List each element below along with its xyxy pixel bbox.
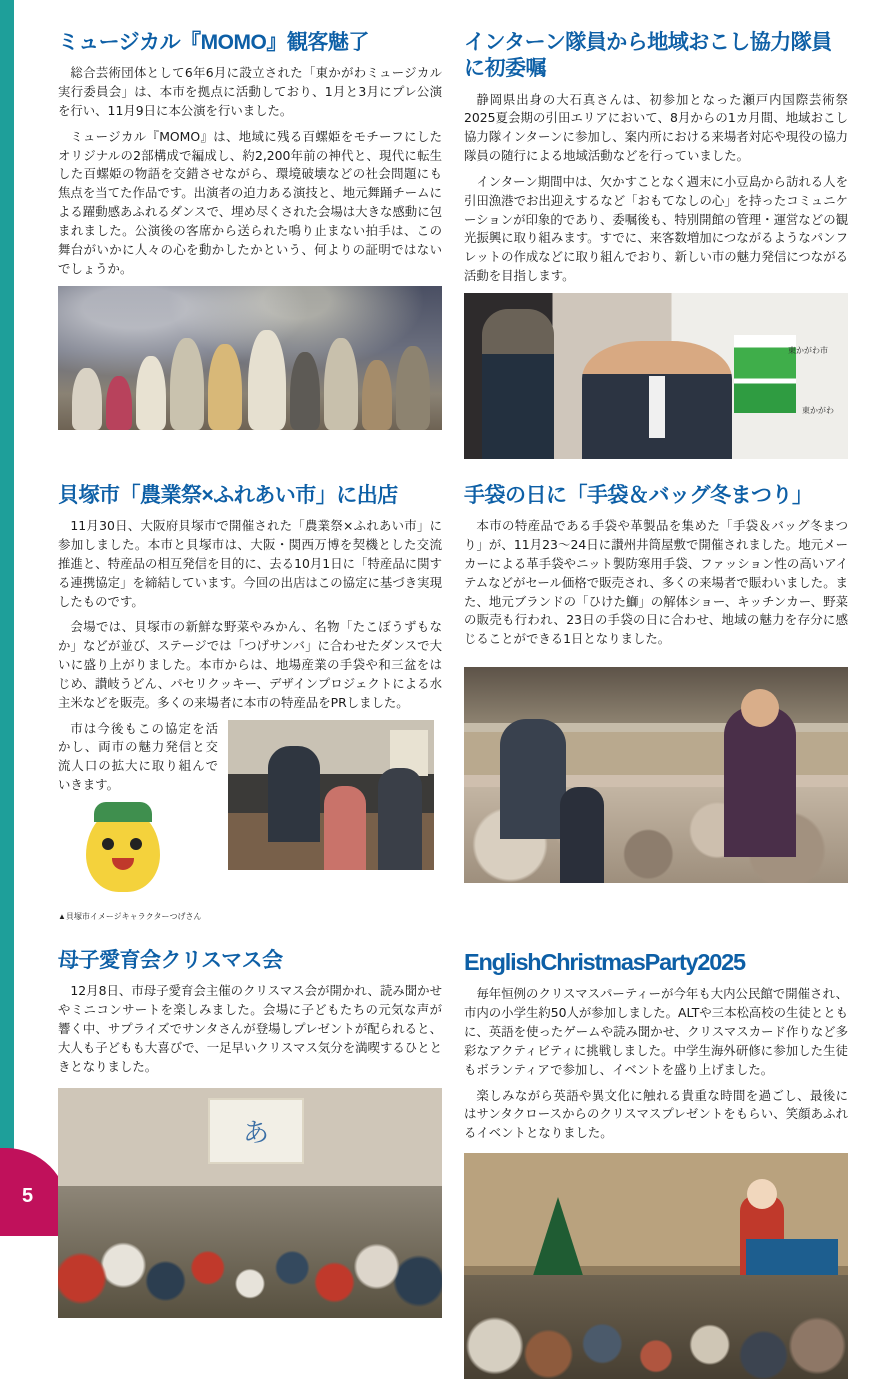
- intern-ceremony-photo: [464, 293, 848, 459]
- booth-person: [378, 768, 422, 870]
- city-logo-mark: [734, 335, 796, 413]
- mascot-hat: [94, 802, 152, 822]
- mascot-eye-right: [130, 838, 142, 850]
- article-paragraph: 毎年恒例のクリスマスパーティーが今年も大内公民館で開催され、市内の小学生約50人が参加しました。ALTや三本松高校の生徒とともに、英語を使ったゲームや読み聞かせ、クリスマスカード作りなど多彩なアクティビティに挑戦しました。中学生海外研修に参加した生徒もボランティアで参加し、イベントを盛り上げました。: [464, 986, 848, 1077]
- article-paragraph: 楽しみながら英語や異文化に触れる貴重な時間を過ごし、最後にはサンタクロースからのクリスマスプレゼントをもらい、笑顔あふれるイベントとなりました。: [464, 1087, 848, 1141]
- article-paragraph: 本市の特産品である手袋や革製品を集めた「手袋＆バッグ冬まつり」が、11月23～24日に讃州井筒屋敷で開催されました。地元メーカーによる革手袋やニット製防寒用手袋、ファッション性の高いアイテムなどがセール価格で販売され、多くの来場者で賑わいました。また、地元ブランドの「ひけた鰤」の解体ショー、キッチンカー、野菜の販売も行われ、23日の手袋の日に合わせ、地域の魅力を存分に感じることができる1日となりました。: [464, 518, 848, 647]
- tsuge-san-mascot-icon: [86, 808, 160, 892]
- english-party-photo: [464, 1153, 848, 1379]
- kaizuka-text-and-mascot: [58, 720, 218, 922]
- hall-banner: [208, 1098, 304, 1164]
- article-paragraph: ミュージカル『MOMO』は、地域に残る百螺姫をモチーフにしたオリジナルの2部構成で編成し、約2,200年前の神代と、現代に転生した百螺姫の物語を交錯させながら、環境破壊などの社会問題にも焦点を当てた作品です。出演者の迫力ある演技と、地元舞踊チームによる躍動感あふれるダンスで、埋め尽くされた会場は大きな感動に包まれました。公演後の客席から送られた鳴り止まない拍手は、この舞台がいかに人々の心を動かしたかという、何よりの証明ではないでしょうか。: [58, 128, 442, 276]
- article-kaizuka: [58, 483, 442, 922]
- article-paragraph: 11月30日、大阪府貝塚市で開催された「農業祭×ふれあい市」に参加しました。本市と貝塚市は、大阪・関西万博を契機とした交流推進と、特産品の相互発信を目的に、去る10月1日に「特産品に関する連携協定」を締結しています。今回の出店はこの協定に基づき実現したものです。: [58, 518, 442, 609]
- children-crowd: [464, 1275, 848, 1379]
- intern-person-figure: [582, 341, 732, 459]
- group-crowd: [58, 1186, 442, 1318]
- article-row-1: [58, 30, 848, 459]
- market-roof: [464, 667, 848, 723]
- kaizuka-lower-block: [58, 720, 442, 922]
- article-paragraph: 会場では、貝塚市の新鮮な野菜やみかん、名物「たこぼうずもなか」などが並び、ステージでは「つげサンバ」に合わせたダンスで大いに盛り上がりました。本市からは、地場産業の手袋や和三盆をはじめ、讃岐うどん、パセリクッキー、デザインプロジェクトによる水主米などを販売。多くの来場者に本市の特産品をPRしました。: [58, 619, 442, 710]
- page-content: [58, 30, 848, 1385]
- mascot-caption: ▲貝塚市イメージキャラクターつげさん: [58, 912, 202, 921]
- city-logo-label: 東かがわ市: [788, 345, 828, 355]
- speaker-figure: [482, 309, 554, 459]
- article-headline: 貝塚市「農業祭×ふれあい市」に出店: [58, 483, 398, 507]
- article-headline: インターン隊員から地域おこし協力隊員に初委嘱: [464, 31, 832, 81]
- mascot-illustration: [58, 802, 208, 922]
- city-logo-label-secondary: 東かがわ: [802, 405, 834, 415]
- shopper-figure: [500, 719, 566, 839]
- article-paragraph: 12月8日、市母子愛育会主催のクリスマス会が開かれ、読み聞かせやミニコンサートを楽しみました。会場に子どもたちの元気な声が響く中、サプライズでサンタさんが登場しプレゼントが配られると、大人も子どもも大喜びで、一足早いクリスマス気分を満喫するひとときとなりました。: [58, 983, 442, 1074]
- article-intern: [464, 30, 848, 459]
- shopper-figure: [724, 707, 796, 857]
- article-row-2: [58, 483, 848, 922]
- left-accent-bar: [0, 0, 14, 1236]
- page-number: 5: [22, 1185, 34, 1207]
- booth-person: [324, 786, 366, 870]
- article-musical-momo: [58, 30, 442, 459]
- article-paragraph: インターン期間中は、欠かすことなく週末に小豆島から訪れる人を引田漁港でお出迎えするなど「おもてなしの心」を持ったコミュニケーションが印象的であり、委嘱後も、特別開館の管理・運営などの観光振興に取り組みます。すでに、来客数増加につながるようなパンフレットの作成などに取り組んでおり、新しい市の魅力発信につながる活動を目指します。: [464, 173, 848, 284]
- article-headline: ミュージカル『MOMO』観客魅了: [58, 31, 369, 54]
- article-headline: 母子愛育会クリスマス会: [58, 949, 283, 972]
- christmas-tree-icon: [530, 1197, 586, 1285]
- article-glove-day: [464, 483, 848, 922]
- article-boshi-aiiku: [58, 948, 442, 1379]
- article-headline: EnglishChristmasParty2025: [464, 949, 745, 975]
- article-headline: 手袋の日に「手袋＆バッグ冬まつり」: [464, 483, 813, 507]
- stage-figures: [58, 317, 442, 429]
- booth-person: [268, 746, 320, 842]
- christmas-group-photo: [58, 1088, 442, 1318]
- mascot-mouth: [112, 858, 134, 870]
- glove-fair-photo: [464, 667, 848, 883]
- article-paragraph: 市は今後もこの協定を活かし、両市の魅力発信と交流人口の拡大に取り組んでいきます。: [58, 720, 218, 793]
- child-figure: [560, 787, 604, 883]
- article-row-3: [58, 948, 848, 1379]
- article-paragraph: 総合芸術団体として6年6月に設立された「東かがわミュージカル実行委員会」は、本市を拠点に活動しており、1月と3月にプレ公演を行い、11月9日に本公演を行いました。: [58, 65, 442, 118]
- article-english-christmas: [464, 948, 848, 1379]
- musical-stage-photo: [58, 286, 442, 430]
- mascot-eye-left: [102, 838, 114, 850]
- article-paragraph: 静岡県出身の大石真さんは、初参加となった瀬戸内国際芸術祭2025夏会期の引田エリアにおいて、8月からの1カ月間、地域おこし協力隊インターンに参加し、案内所における来場者対応や現役の協力隊員の随行による地域活動などを行っていました。: [464, 91, 848, 164]
- kaizuka-booth-photo: [228, 720, 434, 870]
